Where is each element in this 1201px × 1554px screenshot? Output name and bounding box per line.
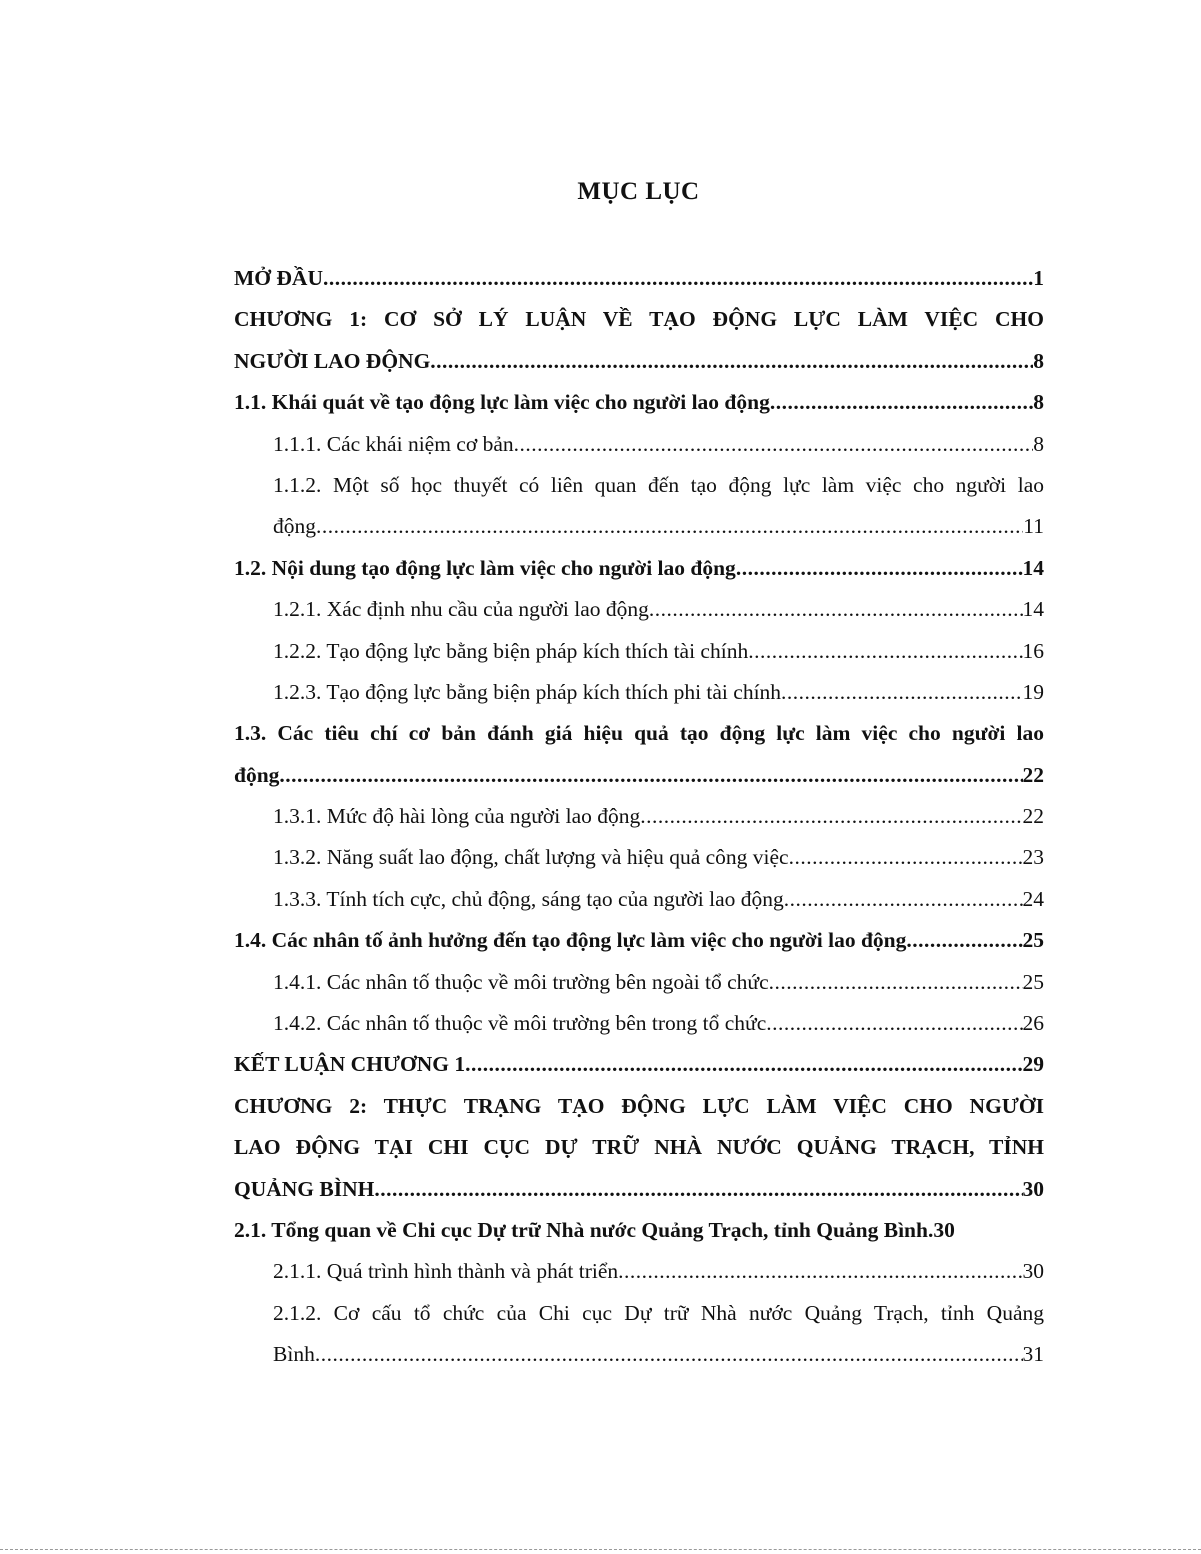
page-bottom-edge	[0, 1549, 1201, 1550]
dot-leader	[514, 424, 1034, 465]
toc-entry-text: 1.3.1. Mức độ hài lòng của người lao động	[273, 804, 641, 829]
toc-entry-1-4-2[interactable]	[234, 1003, 1044, 1044]
dot-leader	[315, 1334, 1023, 1375]
dot-leader	[781, 672, 1022, 713]
toc-page-number: 19	[1022, 679, 1044, 704]
toc-entry-text: Bình	[273, 1342, 315, 1367]
dot-leader	[618, 1251, 1022, 1292]
toc-entry-text: 1.1. Khái quát về tạo động lực làm việc cho người lao động	[234, 390, 770, 415]
dot-leader	[769, 962, 1023, 1003]
toc-entry-text: NGƯỜI LAO ĐỘNG	[234, 348, 431, 373]
toc-entry-text: 1.2. Nội dung tạo động lực làm việc cho người lao động	[234, 555, 736, 580]
dot-leader	[465, 1044, 1022, 1085]
toc-page-number: 22	[1022, 804, 1044, 829]
toc-entry-1-1-2[interactable]	[234, 506, 1044, 547]
toc-entry-2-1-2-line-1[interactable]: 2.1.2. Cơ cấu tổ chức của Chi cục Dự trữ Nhà nước Quảng Trạch, tỉnh Quảng	[273, 1300, 1044, 1325]
toc-entry-text: KẾT LUẬN CHƯƠNG 1	[234, 1052, 466, 1077]
table-of-contents	[234, 258, 1044, 1376]
toc-entry-1-1-2-line-1[interactable]: 1.1.2. Một số học thuyết có liên quan đến tạo động lực làm việc cho người lao	[273, 472, 1044, 497]
toc-page-number: 1	[1033, 266, 1044, 290]
toc-page-number: 11	[1023, 514, 1044, 539]
toc-title: MỤC LỤC	[577, 178, 700, 205]
toc-entry-text: 1.3.3. Tính tích cực, chủ động, sáng tạo của người lao động	[273, 886, 784, 911]
dot-leader	[736, 548, 1023, 589]
toc-entry-text: 2.1. Tổng quan về Chi cục Dự trữ Nhà nước Quảng Trạch, tỉnh Quảng Bình.	[234, 1217, 934, 1242]
toc-entry-1-3-line-1[interactable]: 1.3. Các tiêu chí cơ bản đánh giá hiệu quả tạo động lực làm việc cho người lao	[234, 721, 1044, 746]
toc-entry-text: 2.1.1. Quá trình hình thành và phát triển	[273, 1259, 619, 1284]
dot-leader	[770, 382, 1033, 423]
dot-leader	[766, 1003, 1022, 1044]
toc-entry-mo-dau[interactable]	[234, 258, 1044, 299]
dot-leader	[649, 589, 1023, 630]
toc-page-number: 8	[1033, 390, 1044, 415]
toc-page-number: 29	[1022, 1052, 1044, 1077]
toc-entry-text: 1.2.1. Xác định nhu cầu của người lao động	[273, 597, 649, 622]
toc-entry-text: động	[234, 762, 280, 787]
toc-page-number: 25	[1022, 928, 1044, 953]
toc-page-number: 16	[1022, 638, 1044, 663]
toc-entry-1-3-2[interactable]	[234, 837, 1044, 878]
toc-page-number: 25	[1022, 969, 1044, 994]
toc-entry-2-1[interactable]	[234, 1210, 1044, 1251]
toc-page-number: 8	[1033, 431, 1044, 456]
toc-page-number: 14	[1022, 597, 1044, 622]
toc-page-number: 24	[1022, 886, 1044, 911]
toc-entry-chuong-2-line-1[interactable]: CHƯƠNG 2: THỰC TRẠNG TẠO ĐỘNG LỰC LÀM VIỆC CHO NGƯỜI	[234, 1093, 1044, 1118]
toc-entry-text: 1.2.3. Tạo động lực bằng biện pháp kích thích phi tài chính	[273, 679, 782, 704]
toc-entry-1-2-3[interactable]	[234, 672, 1044, 713]
toc-page-number: 30	[933, 1217, 955, 1242]
dot-leader	[279, 755, 1022, 796]
toc-entry-text: QUẢNG BÌNH	[234, 1176, 375, 1201]
toc-page-number: 8	[1033, 348, 1044, 373]
toc-entry-ket-luan-chuong-1[interactable]	[234, 1044, 1044, 1085]
dot-leader	[323, 258, 1033, 299]
dot-leader	[640, 796, 1022, 837]
toc-page-number: 23	[1022, 845, 1044, 870]
toc-entry-1-2[interactable]	[234, 548, 1044, 589]
toc-entry-chuong-2[interactable]	[234, 1169, 1044, 1210]
toc-entry-1-1[interactable]	[234, 382, 1044, 423]
toc-entry-chuong-1[interactable]	[234, 341, 1044, 382]
toc-entry-text: động	[273, 514, 316, 539]
toc-entry-text: MỞ ĐẦU	[234, 266, 323, 290]
dot-leader	[748, 631, 1022, 672]
toc-entry-text: 1.4.1. Các nhân tố thuộc về môi trường bên ngoài tổ chức	[273, 969, 769, 994]
toc-entry-1-3[interactable]	[234, 755, 1044, 796]
dot-leader	[374, 1169, 1022, 1210]
dot-leader	[789, 837, 1023, 878]
toc-entry-text: 1.1.1. Các khái niệm cơ bản	[273, 431, 514, 456]
toc-entry-1-2-1[interactable]	[234, 589, 1044, 630]
toc-page-number: 31	[1022, 1342, 1044, 1367]
toc-entry-chuong-1-line-1[interactable]: CHƯƠNG 1: CƠ SỞ LÝ LUẬN VỀ TẠO ĐỘNG LỰC LÀM VIỆC CHO	[234, 307, 1044, 332]
toc-entry-2-1-1[interactable]	[234, 1251, 1044, 1292]
toc-page-number: 30	[1022, 1259, 1044, 1284]
toc-page-number: 22	[1022, 762, 1044, 787]
toc-entry-1-3-1[interactable]	[234, 796, 1044, 837]
toc-entry-text: 1.2.2. Tạo động lực bằng biện pháp kích thích tài chính	[273, 638, 749, 663]
dot-leader	[430, 341, 1033, 382]
toc-entry-text: 1.4. Các nhân tố ảnh hưởng đến tạo động lực làm việc cho người lao động	[234, 928, 907, 953]
toc-entry-1-3-3[interactable]	[234, 879, 1044, 920]
toc-entry-text: 1.3.2. Năng suất lao động, chất lượng và hiệu quả công việc	[273, 845, 789, 870]
dot-leader	[316, 506, 1023, 547]
toc-entry-text: 1.4.2. Các nhân tố thuộc về môi trường bên trong tổ chức	[273, 1011, 767, 1036]
dot-leader	[784, 879, 1023, 920]
toc-entry-2-1-2[interactable]	[234, 1334, 1044, 1375]
toc-entry-1-1-1[interactable]	[234, 424, 1044, 465]
toc-entry-1-4-1[interactable]	[234, 962, 1044, 1003]
toc-page-number: 14	[1022, 555, 1044, 580]
toc-entry-1-2-2[interactable]	[234, 631, 1044, 672]
toc-page-number: 26	[1022, 1011, 1044, 1036]
toc-entry-chuong-2-line-2[interactable]: LAO ĐỘNG TẠI CHI CỤC DỰ TRỮ NHÀ NƯỚC QUẢNG TRẠCH, TỈNH	[234, 1135, 1044, 1160]
dot-leader	[906, 920, 1022, 961]
toc-entry-1-4[interactable]	[234, 920, 1044, 961]
toc-page-number: 30	[1022, 1176, 1044, 1201]
